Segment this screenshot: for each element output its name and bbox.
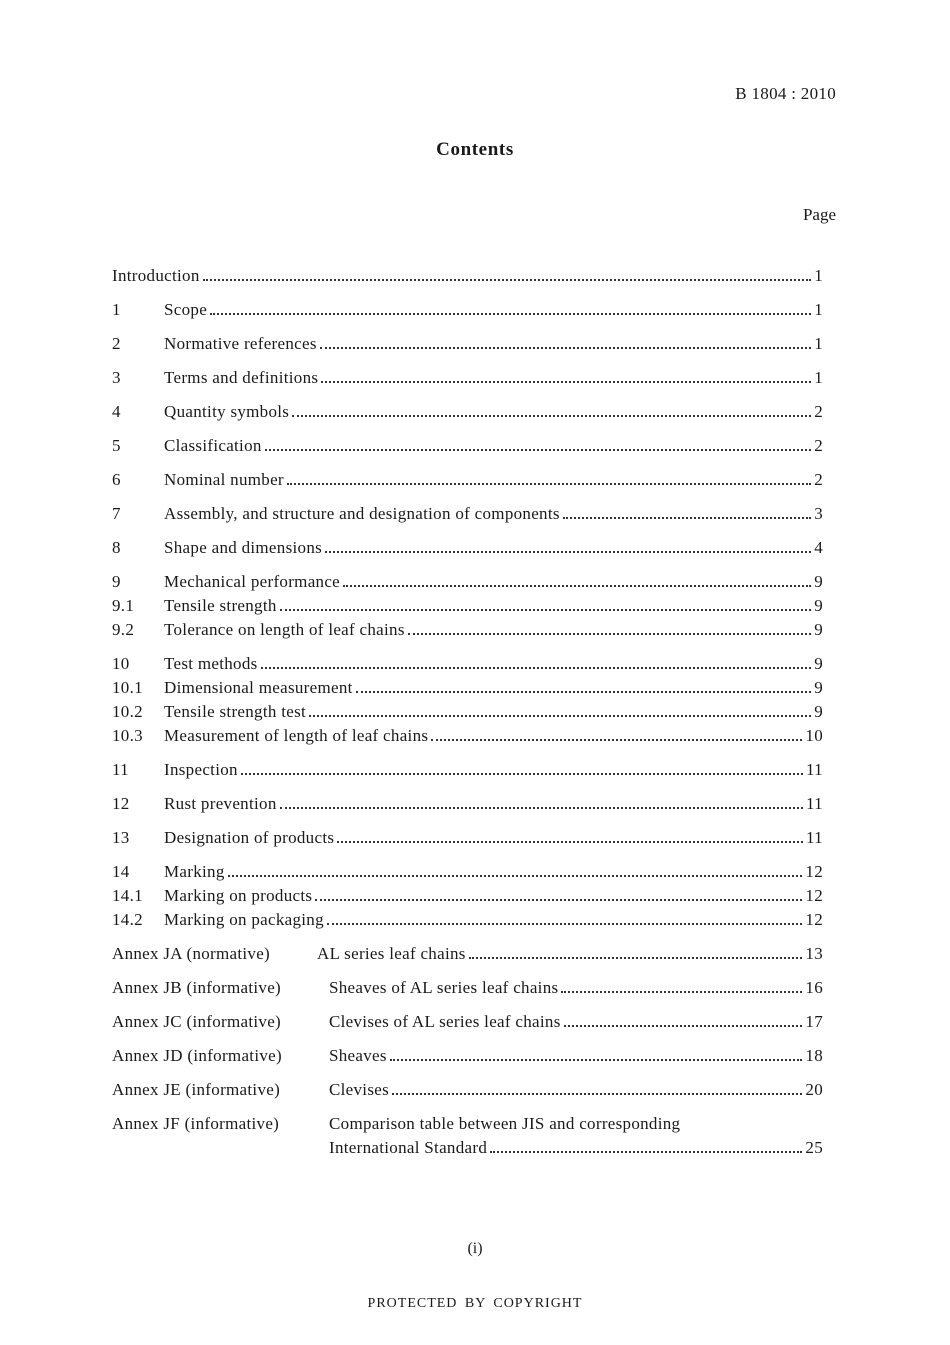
toc-entry-label-line2: International Standard [329,1138,488,1157]
toc-annex-entry[interactable] [112,976,823,1000]
toc-entry-page: 20 [805,1080,823,1099]
toc-entry-label: Marking [164,862,225,881]
page-number: (i) [467,1240,483,1257]
toc-entry[interactable] [112,758,823,782]
toc-entry-label: Nominal number [164,470,284,489]
annex-multiline-title [329,1112,823,1160]
dot-leader [309,715,811,717]
toc-entry-number: 14.2 [112,910,143,929]
page-title: Contents [436,139,514,160]
dot-leader [292,415,811,417]
toc-entry[interactable] [112,366,823,390]
toc-entry-label: Sheaves [329,1046,387,1065]
dot-leader [356,691,812,693]
annex-title-line2 [329,1136,823,1160]
toc-entry-page: 1 [814,368,823,387]
toc-entry-number: 14.1 [112,886,143,905]
toc-entry-introduction[interactable] [112,264,823,288]
dot-leader [210,313,811,315]
toc-entry-number: 7 [112,504,121,523]
standard-number: B 1804 : 2010 [735,84,836,103]
dot-leader [490,1151,802,1153]
toc-entry[interactable] [112,298,823,322]
toc-entry[interactable] [112,724,823,748]
toc-entry-page: 2 [814,436,823,455]
toc-entry-label: Assembly, and structure and designation of components [164,504,560,523]
annex-designation: Annex JE (informative) [112,1080,281,1099]
toc-entry-page: 25 [805,1138,823,1157]
toc-entry-label-line1: Comparison table between JIS and corresponding [329,1114,681,1133]
toc-entry-number: 5 [112,436,121,455]
toc-entry-number: 12 [112,794,130,813]
toc-annex-entry[interactable] [112,1112,823,1160]
toc-entry-number: 10.1 [112,678,143,697]
toc-entry[interactable] [112,536,823,560]
annex-designation: Annex JF (informative) [112,1114,280,1133]
toc-entry[interactable] [112,826,823,850]
dot-leader [203,279,812,281]
toc-entry-label: Normative references [164,334,317,353]
annex-designation: Annex JD (informative) [112,1046,282,1065]
toc-entry-page: 10 [805,726,823,745]
toc-annex-entry[interactable] [112,1010,823,1034]
toc-entry-label: Quantity symbols [164,402,290,421]
toc-entry-number: 3 [112,368,121,387]
dot-leader [561,991,802,993]
annex-designation: Annex JB (informative) [112,978,282,997]
toc-entry-number: 1 [112,300,121,319]
toc-entry-page: 9 [814,572,823,591]
annex-designation: Annex JC (informative) [112,1012,282,1031]
toc-entry-label: Terms and definitions [164,368,319,387]
dot-leader [469,957,803,959]
toc-entry-page: 9 [814,596,823,615]
dot-leader [315,899,802,901]
toc-entry-label: Classification [164,436,262,455]
toc-entry-label: Measurement of length of leaf chains [164,726,429,745]
toc-entry-number: 10.3 [112,726,143,745]
copyright-notice: PROTECTED BY COPYRIGHT [367,1296,583,1311]
toc-entry-page: 2 [814,470,823,489]
toc-entry-page: 1 [814,266,823,285]
toc-entry-label: Tolerance on length of leaf chains [164,620,405,639]
toc-entry-label: Introduction [112,266,200,285]
toc-entry-label: Sheaves of AL series leaf chains [329,978,559,997]
dot-leader [265,449,812,451]
annex-designation: Annex JA (normative) [112,944,271,963]
toc-entry-page: 11 [806,760,823,779]
toc-entry[interactable] [112,434,823,458]
toc-entry-page: 18 [805,1046,823,1065]
dot-leader [261,667,812,669]
toc-entry-number: 14 [112,862,130,881]
toc-entry-page: 2 [814,402,823,421]
toc-annex-entry[interactable] [112,942,823,966]
toc-entry-label: Mechanical performance [164,572,341,591]
dot-leader [287,483,811,485]
toc-annex-entry[interactable] [112,1078,823,1102]
toc-entry-label: Dimensional measurement [164,678,353,697]
toc-entry-page: 11 [806,828,823,847]
dot-leader [563,517,811,519]
toc-entry-label: Scope [164,300,208,319]
dot-leader [564,1025,803,1027]
toc-entry-page: 3 [814,504,823,523]
toc-entry-label: Test methods [164,654,258,673]
dot-leader [320,347,811,349]
toc-entry-page: 1 [814,334,823,353]
toc-entry-page: 4 [814,538,823,557]
toc-entry-page: 11 [806,794,823,813]
toc-entry-number: 4 [112,402,121,421]
dot-leader [392,1093,802,1095]
toc-entry-number: 13 [112,828,130,847]
toc-entry[interactable] [112,860,823,884]
dot-leader [241,773,803,775]
toc-entry-page: 17 [805,1012,823,1031]
toc-entry-number: 9.1 [112,596,135,615]
dot-leader [280,609,812,611]
toc-entry-number: 9 [112,572,121,591]
toc-entry[interactable] [112,618,823,642]
toc-entry[interactable] [112,884,823,908]
dot-leader [280,807,803,809]
dot-leader [327,923,802,925]
toc-entry-label: Clevises [329,1080,390,1099]
toc-entry-page: 13 [805,944,823,963]
toc-entry-page: 9 [814,654,823,673]
toc-entry-page: 9 [814,702,823,721]
toc-entry-number: 2 [112,334,121,353]
table-of-contents [112,264,823,1160]
toc-entry-label: Tensile strength test [164,702,307,721]
toc-entry[interactable] [112,468,823,492]
page-column-label: Page [802,205,836,224]
toc-entry[interactable] [112,792,823,816]
toc-entry[interactable] [112,908,823,932]
toc-entry[interactable] [112,594,823,618]
dot-leader [228,875,803,877]
toc-entry-label: AL series leaf chains [317,944,466,963]
toc-entry-label: Rust prevention [164,794,277,813]
toc-entry[interactable] [112,700,823,724]
toc-entry-label: Clevises of AL series leaf chains [329,1012,561,1031]
dot-leader [431,739,802,741]
toc-entry-number: 10.2 [112,702,143,721]
toc-entry-number: 10 [112,654,130,673]
dot-leader [321,381,811,383]
toc-entry-number: 9.2 [112,620,135,639]
toc-entry-page: 1 [814,300,823,319]
toc-entry-label: Marking on products [164,886,313,905]
toc-entry[interactable] [112,400,823,424]
toc-entry-page: 9 [814,678,823,697]
dot-leader [343,585,811,587]
toc-entry-page: 16 [805,978,823,997]
toc-entry[interactable] [112,332,823,356]
toc-entry[interactable] [112,570,823,594]
dot-leader [325,551,811,553]
toc-entry-label: Shape and dimensions [164,538,323,557]
toc-entry[interactable] [112,502,823,526]
toc-entry-number: 6 [112,470,121,489]
toc-entry[interactable] [112,652,823,676]
dot-leader [390,1059,803,1061]
toc-entry-number: 8 [112,538,121,557]
toc-entry-page: 9 [814,620,823,639]
toc-annex-entry[interactable] [112,1044,823,1068]
toc-entry-label: Marking on packaging [164,910,324,929]
toc-entry-page: 12 [805,862,823,881]
toc-entry[interactable] [112,676,823,700]
toc-entry-page: 12 [805,910,823,929]
toc-entry-page: 12 [805,886,823,905]
toc-entry-number: 11 [112,760,129,779]
toc-entry-label: Inspection [164,760,238,779]
toc-entry-label: Designation of products [164,828,335,847]
toc-entry-label: Tensile strength [164,596,277,615]
dot-leader [408,633,811,635]
dot-leader [337,841,803,843]
